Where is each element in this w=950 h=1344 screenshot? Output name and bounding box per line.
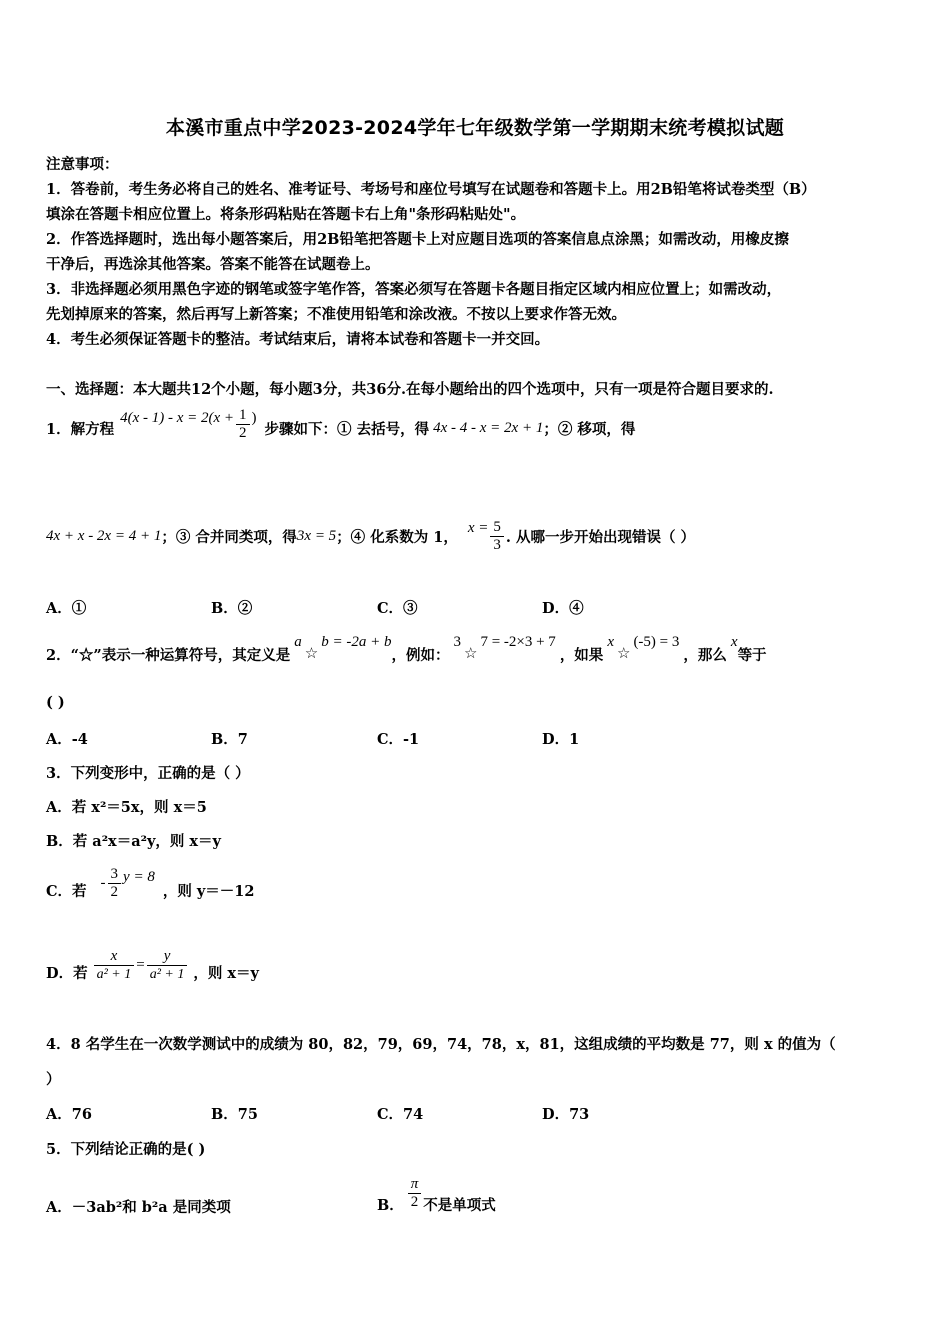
q5-optb-den: 2 <box>410 1194 419 1210</box>
notice-line: 3．非选择题必须用黑色字迹的钢笔或签字笔作答，答案必须写在答题卡各题目指定区域内相应位置上；如需改动， <box>46 281 782 298</box>
q1-step4-num: 5 <box>493 519 501 535</box>
q2-example-label: ，例如： <box>391 647 450 664</box>
notice-heading: 注意事项： <box>46 156 119 173</box>
q4-option-d[interactable]: D．73 <box>542 1106 590 1123</box>
q5-optb-prefix: B． <box>377 1197 404 1214</box>
q5-option-b[interactable] <box>377 1172 496 1215</box>
question-1-line1 <box>46 407 636 446</box>
q3-optd-rden: a² + 1 <box>149 967 185 982</box>
q2-if-label: ，如果 <box>559 647 604 664</box>
notice-line: 1．答卷前，考生务必将自己的姓名、准考证号、考场号和座位号填写在试题卷和答题卡上。用2B铅笔将试卷类型（B） <box>46 181 816 198</box>
q2-option-a[interactable]: A．-4 <box>46 731 88 748</box>
notice-line: 干净后，再选涂其他答案。答案不能答在试题卷上。 <box>46 256 380 273</box>
notice-line: 2．作答选择题时，选出每小题答案后，用2B铅笔把答题卡上对应题目选项的答案信息点涂黑；如需改动，用橡皮擦 <box>46 231 789 248</box>
q3-stem: 3．下列变形中，正确的是（ ） <box>46 765 250 782</box>
q1-step3-math: 3x = 5 <box>296 528 337 544</box>
q3-option-d[interactable] <box>46 948 259 983</box>
q2-option-b[interactable]: B．7 <box>211 731 248 748</box>
q1-option-a[interactable]: A．① <box>46 600 87 617</box>
q1-step2-math: 4x + x - 2x = 4 + 1 <box>46 528 162 544</box>
q3-optc-suffix: ，则 y＝－12 <box>162 883 255 900</box>
q1-steps4: . 从哪一步开始出现错误（ ） <box>505 529 696 546</box>
q3-optd-right-fraction <box>147 948 188 983</box>
q1-steps3: ；④ 化系数为 1， <box>336 529 458 546</box>
q1-step4-fraction <box>490 519 504 554</box>
q2-if-x: x <box>607 634 614 650</box>
q3-optc-fraction <box>108 866 122 901</box>
q3-optc-eq: y = 8 <box>123 869 155 885</box>
q4-option-a[interactable]: A．76 <box>46 1106 92 1123</box>
notice-line: 填涂在答题卡相应位置上。将条形码粘贴在答题卡右上角"条形码粘贴处"。 <box>46 206 526 223</box>
q5-stem: 5．下列结论正确的是( ) <box>46 1141 206 1158</box>
page-title: 本溪市重点中学2023-2024学年七年级数学第一学期期末统考模拟试题 <box>165 117 785 139</box>
q3-optd-rnum: y <box>163 948 171 964</box>
notice-line: 4．考生必须保证答题卡的整洁。考试结束后，请将本试卷和答题卡一并交回。 <box>46 331 550 348</box>
q5-optb-fraction <box>408 1176 422 1211</box>
q3-optd-prefix: D．若 <box>46 965 88 982</box>
q2-paren: ( ) <box>46 694 65 711</box>
q5-option-a[interactable]: A．－3ab²和 b²a 是同类项 <box>46 1199 231 1216</box>
q3-option-a[interactable]: A．若 x²＝5x，则 x＝5 <box>46 799 207 816</box>
q1-step1-math: 4x - 4 - x = 2x + 1 <box>433 420 544 436</box>
q1-half-den: 2 <box>239 425 247 441</box>
q1-eq-close: ) <box>251 410 257 426</box>
q1-prefix: 1．解方程 <box>46 421 115 438</box>
notice-line: 先划掉原来的答案，然后再写上新答案；不准使用铅笔和涂改液。不按以上要求作答无效。 <box>46 306 626 323</box>
q1-steps1b: ；② 移项，得 <box>543 421 636 438</box>
q2-then-x: x <box>730 634 738 650</box>
section-heading: 一、选择题：本大题共12个小题，每小题3分，共36分.在每小题给出的四个选项中，只有一项是符合题目要求的. <box>46 381 774 398</box>
q3-option-b[interactable]: B．若 a²x＝a²y，则 x＝y <box>46 833 221 850</box>
q3-optc-minus: - <box>100 875 106 891</box>
q2-option-c[interactable]: C．-1 <box>377 731 420 748</box>
q2-def-rest: b = -2a + b <box>321 634 392 650</box>
q1-half-fraction <box>236 407 250 442</box>
star-symbol: ☆ <box>304 646 319 662</box>
q2-if-rest: (-5) = 3 <box>633 634 680 650</box>
q1-steps2: ；③ 合并同类项，得 <box>161 529 297 546</box>
q1-equation: 4(x - 1) - x = 2(x + <box>120 410 235 426</box>
q2-prefix: 2．“☆”表示一种运算符号，其定义是 <box>46 647 291 664</box>
q1-option-b[interactable]: B．② <box>211 600 253 617</box>
q4-stem: 4．8 名学生在一次数学测试中的成绩为 80，82，79，69，74，78，x，81，这组成绩的平均数是 77，则 x 的值为（ <box>46 1036 836 1053</box>
star-symbol: ☆ <box>463 646 478 662</box>
q1-option-c[interactable]: C．③ <box>377 600 418 617</box>
q2-then-label: ，那么 <box>683 647 727 664</box>
q2-equals-label: 等于 <box>737 647 767 664</box>
q3-optd-left-fraction <box>94 948 135 983</box>
q2-def-a: a <box>294 634 302 650</box>
q3-optd-lden: a² + 1 <box>96 967 132 982</box>
question-1-line2 <box>46 519 695 554</box>
q3-optd-suffix: ，则 x＝y <box>193 965 259 982</box>
q1-step4-den: 3 <box>493 537 501 553</box>
q3-optc-prefix: C．若 <box>46 883 87 900</box>
q1-half-num: 1 <box>239 407 247 423</box>
q5-optb-num: π <box>410 1176 419 1192</box>
q1-option-d[interactable]: D．④ <box>542 600 584 617</box>
q3-option-c[interactable] <box>46 866 254 901</box>
q3-optc-num: 3 <box>110 866 119 882</box>
q2-ex-a: 3 <box>453 634 461 650</box>
q3-optd-eq: = <box>136 957 145 973</box>
star-symbol: ☆ <box>616 646 631 662</box>
q3-optc-den: 2 <box>110 884 119 900</box>
q2-ex-rest: 7 = -2×3 + 7 <box>480 634 556 650</box>
q1-steps1: 步骤如下：① 去括号，得 <box>264 421 430 438</box>
q5-optb-suffix: 不是单项式 <box>423 1197 496 1214</box>
q1-step4-lhs: x = <box>467 520 489 536</box>
q4-option-b[interactable]: B．75 <box>211 1106 258 1123</box>
q4-option-c[interactable]: C．74 <box>377 1106 424 1123</box>
q2-option-d[interactable]: D．1 <box>542 731 580 748</box>
q4-stem-close: ） <box>46 1071 61 1088</box>
question-2-line1 <box>46 634 767 665</box>
q3-optd-lnum: x <box>110 948 118 964</box>
